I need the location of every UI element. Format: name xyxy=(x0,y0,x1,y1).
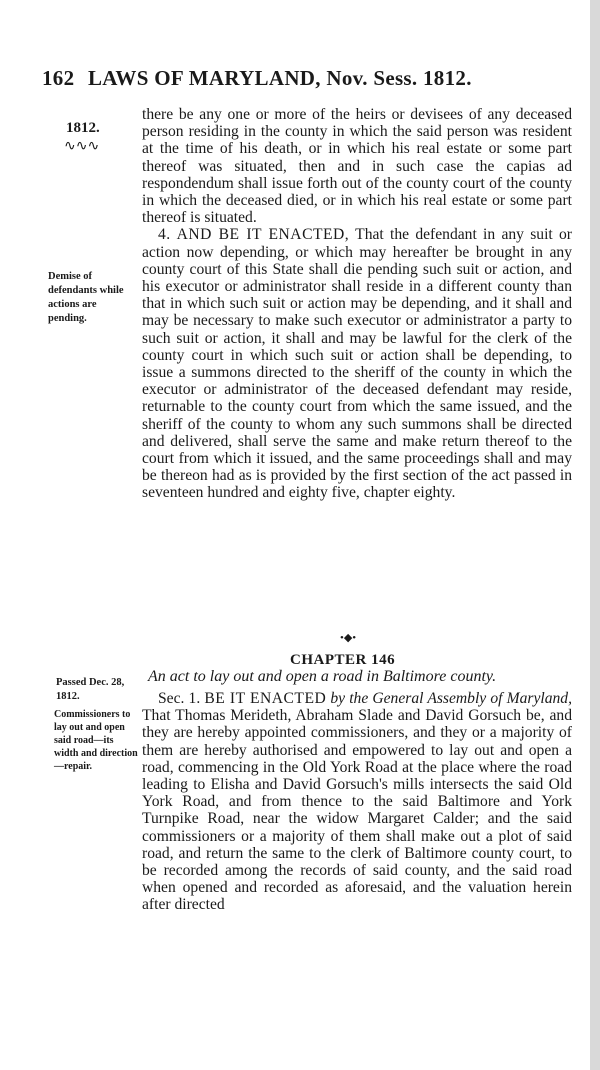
section-4-text: That the defendant in any suit or action now depending, or which may hereafter be brought in any county court of this State shall die pending such suit or action, and his executor or administrator shall reside in a different county than that in which such suit or action may be depending, and it shall and may be necessary to make such executor or administrator a party to such suit or action, it shall and may be lawful for the clerk of the county court in which such suit or action shall be depending, to issue a summons directed to the sheriff of the county in which the executor or administrator of the deceased defendant may reside, returnable to the county court from which the same issued, and the sheriff of the county to whom any such summons shall be directed and delivered, shall serve the same and make return thereof to the court from which it issued, and the same proceedings shall and may be thereon had as is provided by the first section of the act passed in seventeen hundred and eighty five, chapter eighty. xyxy=(142,226,572,502)
section-continuation xyxy=(142,106,572,502)
section-1-enact-rest: by the General Assembly of Maryland, xyxy=(330,690,572,707)
chapter-heading: CHAPTER 146 xyxy=(290,652,396,668)
section-divider-ornament: •◆• xyxy=(340,632,357,644)
running-title: LAWS OF MARYLAND, Nov. Sess. 1812. xyxy=(87,66,472,90)
page-header xyxy=(42,66,542,91)
page-edge-shadow xyxy=(590,0,600,1070)
section-1-enact: BE IT ENACTED xyxy=(204,690,327,707)
section-4-heading: 4. AND BE IT ENACTED, xyxy=(158,226,350,244)
section-4 xyxy=(142,226,572,501)
section-1 xyxy=(142,690,572,914)
margin-note-demise: Demise of defendants while actions are pending. xyxy=(48,271,124,324)
flourish-ornament: ∿∿∿ xyxy=(64,139,100,154)
section-1-label: Sec. 1. xyxy=(158,690,201,707)
section-1-text: That Thomas Merideth, Abraham Slade and David Gorsuch be, and they are hereby appointed commissioners, and they or a majority of them are hereby authorised and empowered to lay out and open a road, commencing in the Old York Road at the place where the road leading to Elisha and David Gorsuch's mills intersects the said Old York Road, and from thence to the said Baltimore and York Turnpike Road, near the widow Margaret Calder; and the said commissioners or a majority of them shall make out a plot of said road, and return the same to the clerk of Baltimore county court, to be recorded among the records of said county, and the said road when opened and recorded as aforesaid, and the valuation herein after directed xyxy=(142,707,572,914)
page-number: 162 xyxy=(42,66,75,90)
act-title: An act to lay out and open a road in Baltimore county. xyxy=(148,668,497,685)
margin-note-passed: Passed Dec. 28, 1812. xyxy=(56,677,125,702)
chapter-146-body xyxy=(142,690,572,914)
margin-year: 1812. xyxy=(66,120,100,136)
margin-note-commissioners: Commissioners to lay out and open said road—its width and direction—repair. xyxy=(54,709,138,772)
continuation-text: there be any one or more of the heirs or devisees of any deceased person residing in the county in which the said person was resident at the time of his death, or in which his real estate or some part thereof was situated, then and in such case the capias ad respondendum shall issue forth out of the county court of the county in which the deceased died, or in which his real estate or some part thereof is situated. xyxy=(142,106,572,227)
